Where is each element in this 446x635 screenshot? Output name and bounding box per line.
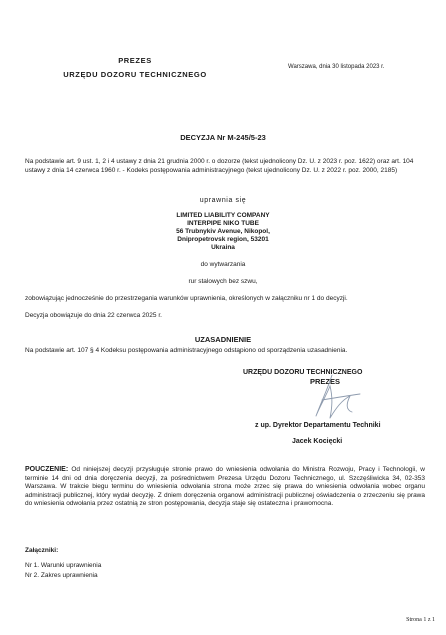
issuer-office: URZĘDU DOZORU TECHNICZNEGO bbox=[63, 70, 207, 79]
signature-role: z up. Dyrektor Departamentu Techniki bbox=[255, 422, 381, 429]
company-name-line1: LIMITED LIABILITY COMPANY bbox=[176, 212, 270, 219]
authorizes-line: uprawnia się bbox=[199, 197, 247, 204]
attachment-item-1: Nr 1. Warunki uprawnienia bbox=[25, 562, 102, 569]
signature-office: URZĘDU DOZORU TECHNICZNEGO bbox=[243, 369, 363, 376]
instruction-block bbox=[25, 465, 425, 509]
purpose-line: do wytwarzania bbox=[200, 261, 246, 268]
issuer-title: PREZES bbox=[118, 56, 152, 65]
company-region: Dnipropetrovsk region, 53201 bbox=[177, 236, 269, 243]
attachments-heading: Załączniki: bbox=[25, 547, 59, 554]
signature-name: Jacek Kocięcki bbox=[292, 438, 343, 445]
product-line: rur stalowych bez szwu, bbox=[188, 278, 258, 285]
obligation-text: zobowiązując jednocześnie do przestrzegania warunków uprawnienia, określonych w załączniku nr 1 do decyzji. bbox=[25, 295, 348, 302]
page-number: Strona 1 z 1 bbox=[406, 617, 435, 623]
company-block bbox=[120, 212, 326, 252]
company-name-line2: INTERPIPE NIKO TUBE bbox=[187, 220, 259, 227]
company-country: Ukraina bbox=[211, 244, 235, 251]
instruction-label: POUCZENIE: bbox=[25, 466, 69, 473]
signature-title: PREZES bbox=[309, 377, 340, 386]
attachment-item-2: Nr 2. Zakres uprawnienia bbox=[25, 572, 98, 579]
justification-heading: UZASADNIENIE bbox=[194, 335, 252, 344]
legal-basis: Na podstawie art. 9 ust. 1, 2 i 4 ustawy z dnia 21 grudnia 2000 r. o dozorze (tekst ujednolicony Dz. U. z 2023 r. poz. 1622) oraz art. 104 ustawy z dnia 14 czerwca 1960 r. - Kodeks postępowania administracyjnego (tekst ujednolicony Dz. U. z 2022 r. poz. 2000, 2185) bbox=[25, 158, 414, 174]
decision-title: DECYZJA Nr M-245/5-23 bbox=[180, 133, 266, 142]
company-street: 56 Trubnykiv Avenue, Nikopol, bbox=[176, 228, 270, 235]
justification-text: Na podstawie art. 107 § 4 Kodeksu postępowania administracyjnego odstąpiono od sporządzenia uzasadnienia. bbox=[25, 347, 348, 354]
place-date: Warszawa, dnia 30 listopada 2023 r. bbox=[288, 64, 385, 70]
handwritten-signature bbox=[302, 370, 372, 425]
instruction-text: Od niniejszej decyzji przysługuje stronie prawo do wniesienia odwołania do Ministra Rozwoju, Pracy i Technologii, w terminie 14 dni od dnia doręczenia decyzji, za pośrednictwem Prezesa Urzędu Dozoru Technicznego, ul. Szczęśliwicka 34, 02-353 Warszawa. W trakcie biegu terminu do wniesienia odwołania strona może zrzec się prawa do wniesienia odwołania wobec organu administracji publicznej, który wydał decyzję. Z dniem doręczenia organowi administracji publicznej oświadczenia o zrzeczeniu się prawa do wniesienia odwołania przez ostatnią ze stron postępowania, decyzja staje się ostateczna i prawomocna. bbox=[25, 466, 425, 507]
validity-text: Decyzja obowiązuje do dnia 22 czerwca 2025 r. bbox=[25, 312, 162, 319]
